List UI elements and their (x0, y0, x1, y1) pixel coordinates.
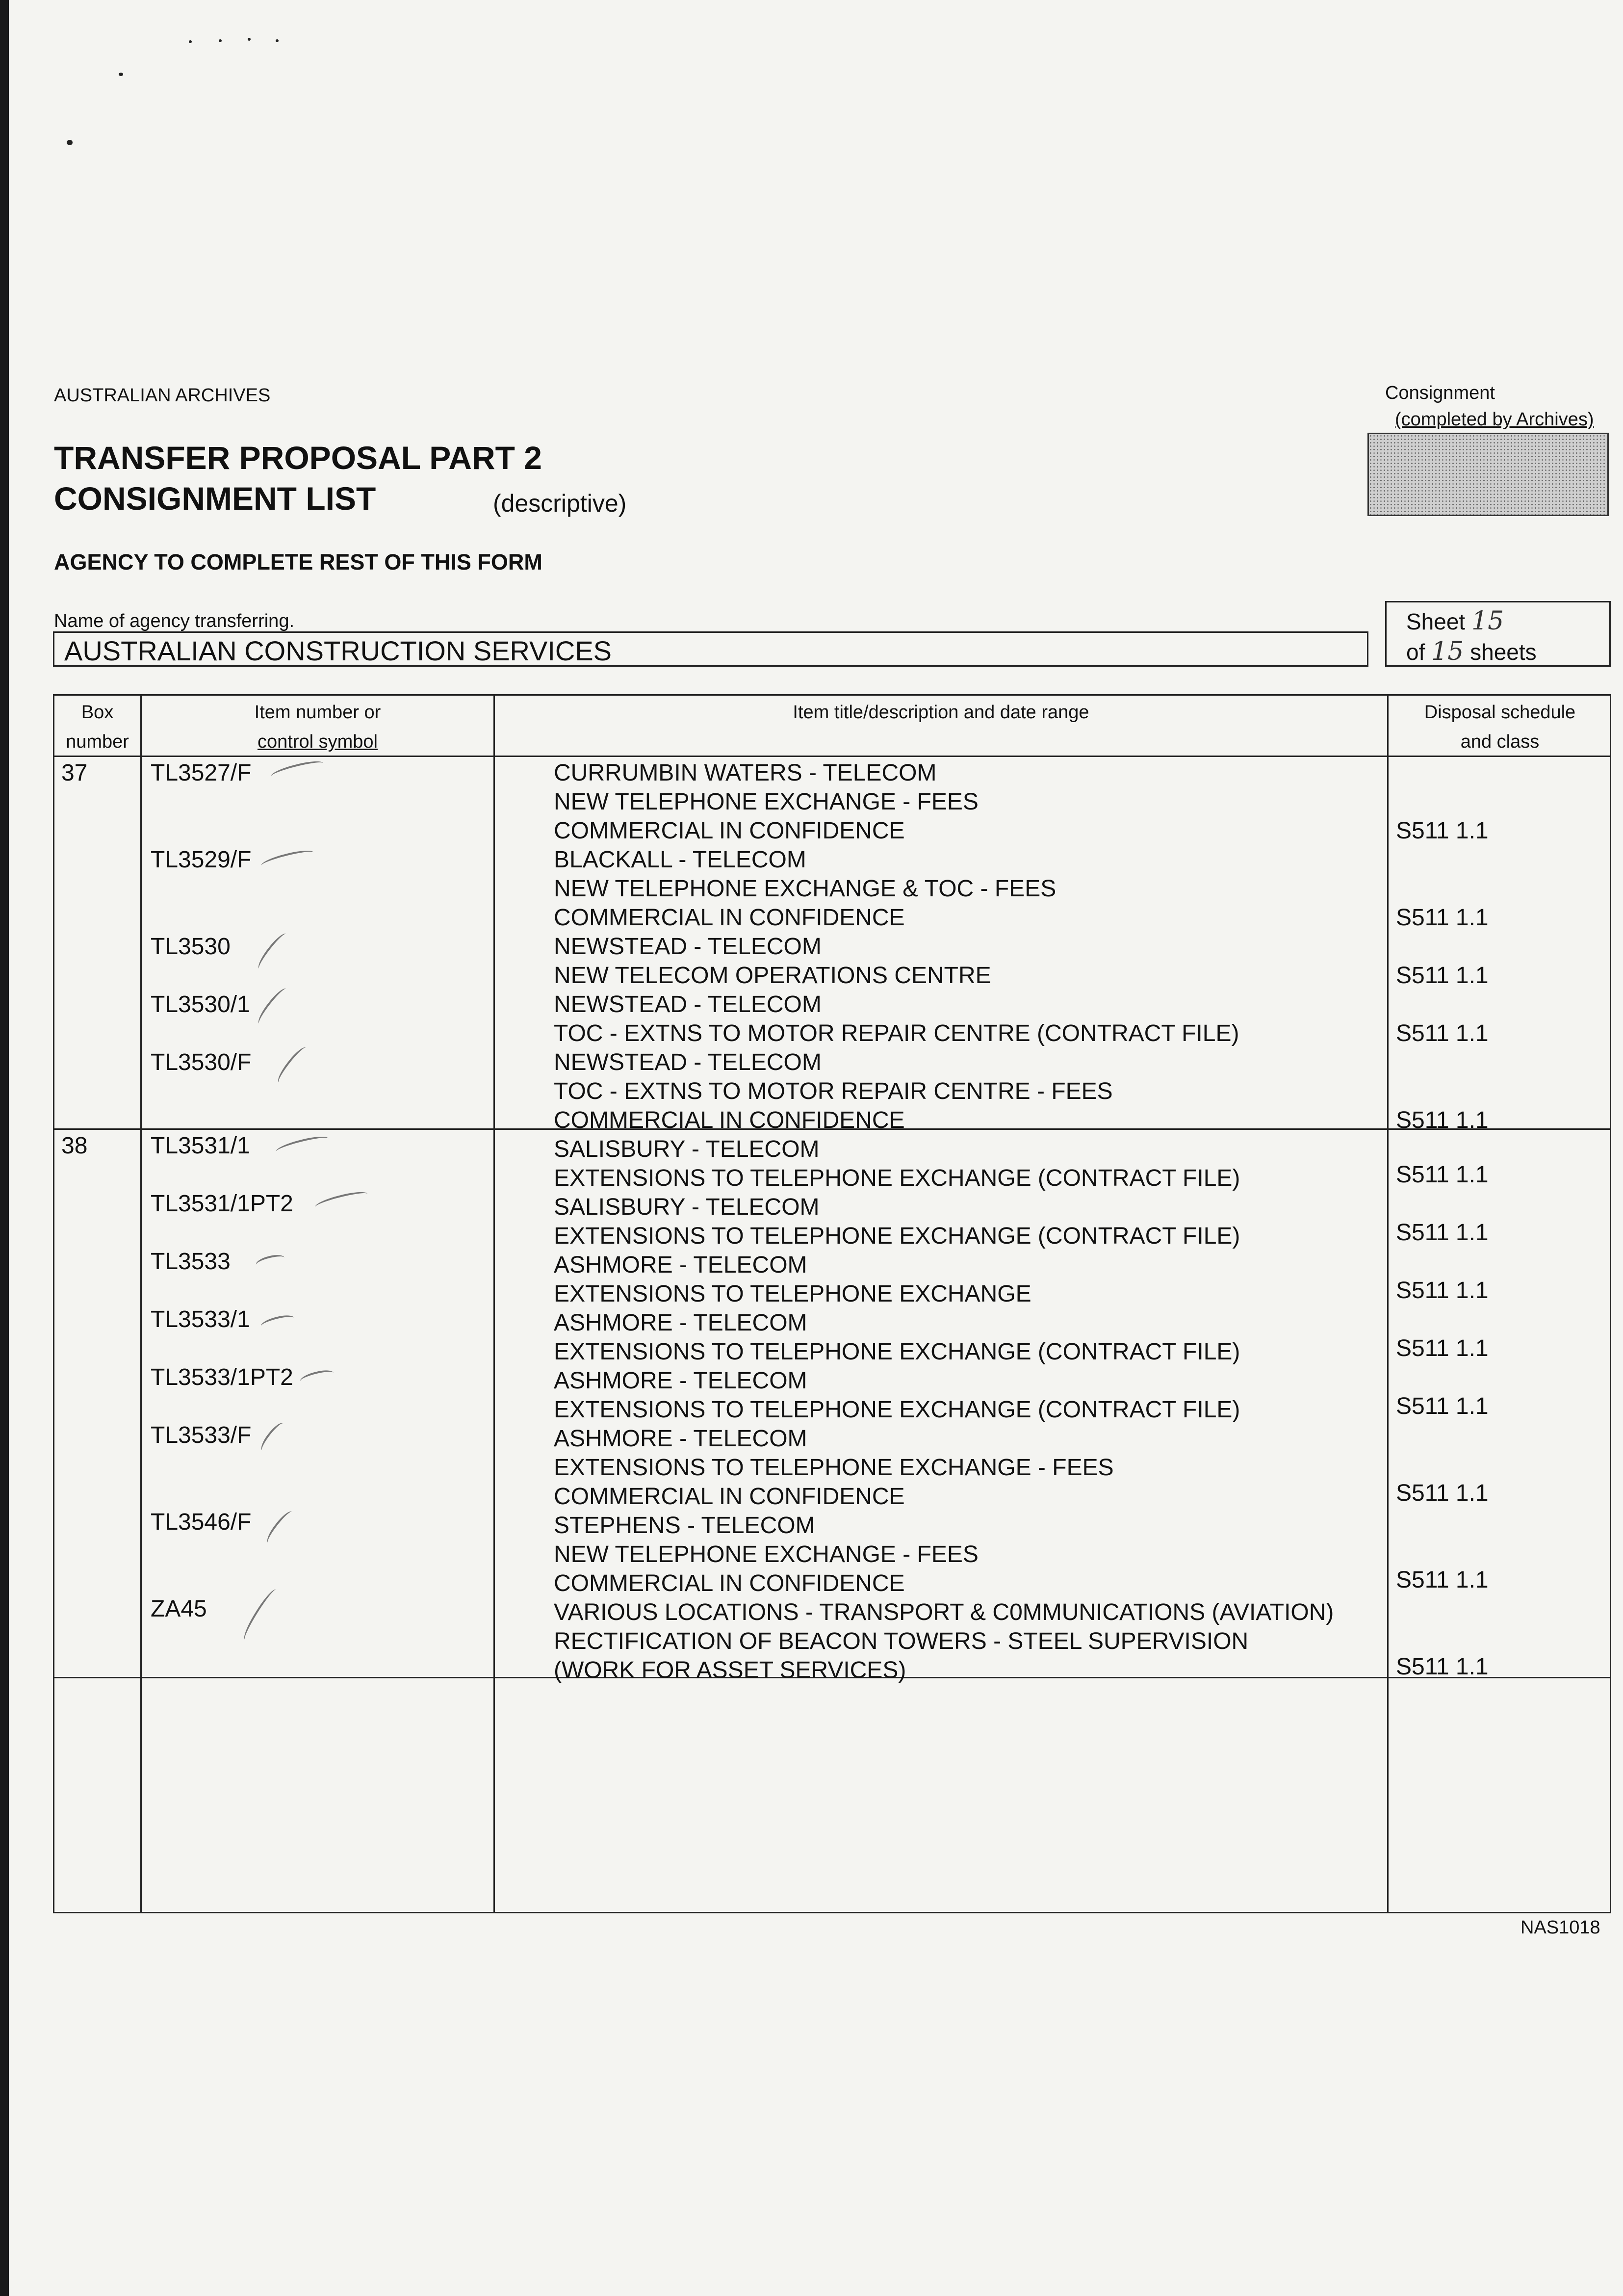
consignment-table (53, 694, 1611, 1913)
sheets-label: sheets (1470, 639, 1537, 665)
sheet-box (1385, 601, 1611, 667)
description-line: (WORK FOR ASSET SERVICES) (554, 1657, 906, 1683)
tick-mark (240, 1587, 281, 1642)
description-line: RECTIFICATION OF BEACON TOWERS - STEEL SUPERVISION (554, 1628, 1249, 1654)
form-title: TRANSFER PROPOSAL PART 2 (54, 440, 542, 476)
sheet-total: 15 (1431, 637, 1464, 666)
item-number: TL3527/F (151, 760, 252, 786)
form-subtitle: (descriptive) (493, 490, 627, 517)
disposal-class: S511 1.1 (1396, 1107, 1489, 1133)
scan-edge (0, 0, 9, 2296)
description-line: ASHMORE - TELECOM (554, 1252, 807, 1278)
sheet-label: Sheet (1406, 609, 1466, 634)
item-number: TL3546/F (151, 1509, 252, 1535)
tick-mark (260, 847, 315, 871)
scan-speck (119, 73, 123, 76)
item-number: ZA45 (151, 1596, 207, 1622)
description-line: ASHMORE - TELECOM (554, 1426, 807, 1452)
disposal-class: S511 1.1 (1396, 1220, 1489, 1246)
description-line: ASHMORE - TELECOM (554, 1310, 807, 1336)
description-line: COMMERCIAL IN CONFIDENCE (554, 1484, 905, 1510)
disposal-class: S511 1.1 (1396, 1162, 1489, 1188)
form-title-sub: CONSIGNMENT LIST (54, 480, 376, 517)
description-line: TOC - EXTNS TO MOTOR REPAIR CENTRE (CONTRACT FILE) (554, 1020, 1239, 1046)
tick-mark (275, 1044, 310, 1086)
disposal-class: S511 1.1 (1396, 905, 1489, 931)
disposal-class: S511 1.1 (1396, 818, 1489, 844)
tick-mark (259, 1313, 295, 1331)
tick-mark (270, 758, 325, 782)
description-line: CURRUMBIN WATERS - TELECOM (554, 760, 937, 786)
consignment-label: Consignment (1385, 383, 1495, 403)
description-line: STEPHENS - TELECOM (554, 1513, 815, 1539)
header-item-title: Item title/description and date range (793, 702, 1089, 723)
description-line: NEWSTEAD - TELECOM (554, 991, 822, 1018)
item-number: TL3533 (151, 1249, 231, 1275)
description-line: NEW TELEPHONE EXCHANGE & TOC - FEES (554, 876, 1056, 902)
description-line: EXTENSIONS TO TELEPHONE EXCHANGE (554, 1281, 1031, 1307)
item-number: TL3531/1PT2 (151, 1191, 293, 1217)
disposal-class: S511 1.1 (1396, 963, 1489, 989)
description-line: COMMERCIAL IN CONFIDENCE (554, 818, 905, 844)
scan-speck (276, 39, 279, 42)
agency-field (53, 631, 1368, 667)
item-number: TL3533/F (151, 1422, 252, 1448)
description-line: TOC - EXTNS TO MOTOR REPAIR CENTRE - FEES (554, 1078, 1113, 1104)
consignment-sublabel: (completed by Archives) (1395, 409, 1594, 430)
sheet-number: 15 (1471, 606, 1504, 636)
description-line: NEWSTEAD - TELECOM (554, 934, 822, 960)
tick-mark (264, 1509, 297, 1546)
instruction-text: AGENCY TO COMPLETE REST OF THIS FORM (54, 549, 542, 574)
scan-speck (248, 38, 251, 41)
scan-speck (219, 39, 222, 42)
item-number: TL3531/1 (151, 1133, 250, 1159)
disposal-class: S511 1.1 (1396, 1393, 1489, 1419)
description-line: EXTENSIONS TO TELEPHONE EXCHANGE (CONTRACT FILE) (554, 1165, 1240, 1191)
header-disposal: Disposal schedule and class (1424, 702, 1576, 752)
description-line: EXTENSIONS TO TELEPHONE EXCHANGE (CONTRACT FILE) (554, 1223, 1240, 1249)
box-number: 38 (61, 1133, 88, 1159)
tick-mark (275, 1133, 330, 1157)
box-number: 37 (61, 760, 88, 786)
item-number: TL3529/F (151, 847, 252, 873)
disposal-class: S511 1.1 (1396, 1335, 1489, 1361)
description-line: EXTENSIONS TO TELEPHONE EXCHANGE - FEES (554, 1455, 1114, 1481)
description-line: BLACKALL - TELECOM (554, 847, 806, 873)
org-name: AUSTRALIAN ARCHIVES (54, 385, 271, 406)
description-line: COMMERCIAL IN CONFIDENCE (554, 1570, 905, 1596)
tick-mark (255, 1252, 286, 1270)
agency-value: AUSTRALIAN CONSTRUCTION SERVICES (64, 635, 612, 666)
description-line: NEWSTEAD - TELECOM (554, 1049, 822, 1075)
tick-mark (314, 1189, 369, 1212)
disposal-class: S511 1.1 (1396, 1567, 1489, 1593)
item-number: TL3533/1PT2 (151, 1364, 293, 1390)
disposal-class: S511 1.1 (1396, 1278, 1489, 1304)
scan-speck (189, 40, 192, 43)
sheet-of-label: of (1406, 639, 1425, 665)
description-line: SALISBURY - TELECOM (554, 1194, 820, 1220)
description-line: COMMERCIAL IN CONFIDENCE (554, 1107, 905, 1133)
disposal-class: S511 1.1 (1396, 1480, 1489, 1506)
tick-mark (255, 931, 291, 972)
description-line: EXTENSIONS TO TELEPHONE EXCHANGE (CONTRACT FILE) (554, 1339, 1240, 1365)
tick-mark (258, 1420, 287, 1454)
tick-mark (299, 1368, 335, 1386)
header-item-number: Item number or control symbol (254, 702, 381, 752)
header-box-number: Box number (66, 702, 129, 752)
description-line: COMMERCIAL IN CONFIDENCE (554, 905, 905, 931)
scan-speck (67, 140, 73, 145)
form-code: NAS1018 (1520, 1917, 1600, 1938)
disposal-class: S511 1.1 (1396, 1654, 1489, 1680)
description-line: EXTENSIONS TO TELEPHONE EXCHANGE (CONTRACT FILE) (554, 1397, 1240, 1423)
consignment-box (1367, 433, 1609, 516)
description-line: NEW TELECOM OPERATIONS CENTRE (554, 963, 991, 989)
description-line: SALISBURY - TELECOM (554, 1136, 820, 1162)
item-number: TL3530/1 (151, 991, 250, 1018)
item-number: TL3533/1 (151, 1306, 250, 1332)
item-number: TL3530/F (151, 1049, 252, 1075)
description-line: VARIOUS LOCATIONS - TRANSPORT & C0MMUNICATIONS (AVIATION) (554, 1599, 1334, 1625)
description-line: NEW TELEPHONE EXCHANGE - FEES (554, 789, 979, 815)
disposal-class: S511 1.1 (1396, 1020, 1489, 1046)
description-line: ASHMORE - TELECOM (554, 1368, 807, 1394)
tick-mark (255, 986, 291, 1027)
item-number: TL3530 (151, 934, 231, 960)
agency-label: Name of agency transferring. (54, 611, 295, 631)
description-line: NEW TELEPHONE EXCHANGE - FEES (554, 1541, 979, 1567)
